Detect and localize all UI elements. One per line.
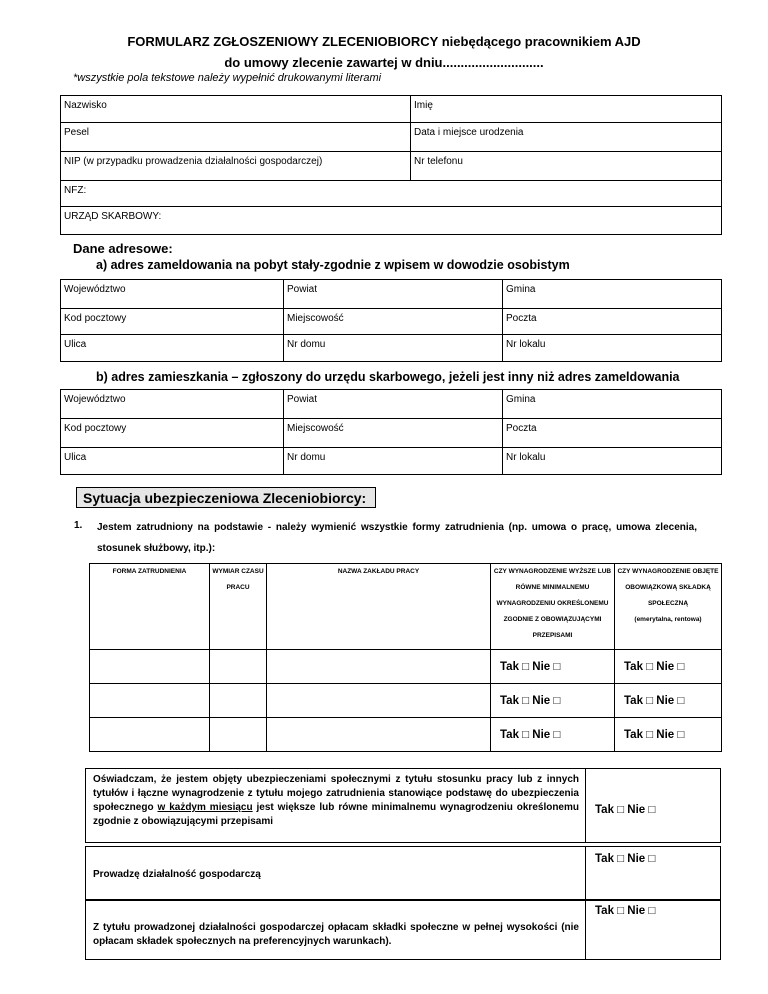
a-nr-lokalu[interactable]: Nr lokalu bbox=[503, 335, 722, 362]
b-wojewodztwo[interactable]: Województwo bbox=[61, 390, 284, 419]
insurance-heading: Sytuacja ubezpieczeniowa Zleceniobiorcy: bbox=[76, 487, 376, 508]
statement-2-text: Prowadzę działalność gospodarczą bbox=[93, 869, 261, 880]
statement-3-text: Z tytułu prowadzonej działalności gospodarczej opłacam składki społeczne w pełnej wysokości (nie opłacam składek społecznych na preferencyjnych warunkach). bbox=[93, 922, 579, 947]
statement-2-answer[interactable]: Tak □ Nie □ bbox=[595, 853, 656, 865]
statement-3-answer[interactable]: Tak □ Nie □ bbox=[595, 905, 656, 917]
row2-forma[interactable] bbox=[90, 684, 210, 718]
row2-skladka-choice[interactable]: Tak □ Nie □ bbox=[615, 684, 722, 718]
b-kod-pocztowy[interactable]: Kod pocztowy bbox=[61, 419, 284, 448]
statement-1-answer-box bbox=[585, 768, 721, 843]
address-heading: Dane adresowe: bbox=[73, 241, 173, 256]
row3-wymiar[interactable] bbox=[210, 718, 267, 752]
statement-1-part1: Oświadczam, że jestem objęty ubezpieczeniami społecznymi z tytułu stosunku pracy lub z innych tytułów i łączne wynagrodzenie z tytułu mojego zatrudnienia stanowiące podstawę do ubezpieczenia społecznego bbox=[93, 774, 579, 813]
table-row bbox=[90, 718, 722, 752]
b-miejscowosc[interactable]: Miejscowość bbox=[284, 419, 503, 448]
address-a-heading: a) adres zameldowania na pobyt stały-zgodnie z wpisem w dowodzie osobistym bbox=[96, 258, 570, 272]
statement-1-underline: w każdym miesiącu bbox=[157, 802, 253, 813]
address-a-table bbox=[60, 279, 722, 362]
statement-2-box bbox=[85, 846, 586, 900]
col-wynagrodzenie-minimalne: CZY WYNAGRODZENIE WYŻSZE LUB RÓWNE MINIMALNEMU WYNAGRODZENIU OKREŚLONEMU ZGODNIE Z OBOWIĄZUJĄCYMI PRZEPISAMI bbox=[491, 564, 615, 650]
field-nip[interactable]: NIP (w przypadku prowadzenia działalności gospodarczej) bbox=[61, 152, 411, 181]
statement-1-box bbox=[85, 768, 586, 843]
statement-3-box bbox=[85, 900, 586, 960]
field-nfz[interactable]: NFZ: bbox=[61, 181, 722, 207]
statement-2-answer-box bbox=[585, 846, 721, 900]
a-poczta[interactable]: Poczta bbox=[503, 309, 722, 335]
a-nr-domu[interactable]: Nr domu bbox=[284, 335, 503, 362]
address-b-heading: b) adres zamieszkania – zgłoszony do urzędu skarbowego, jeżeli jest inny niż adres zameldowania bbox=[96, 370, 680, 384]
field-nazwisko[interactable]: Nazwisko bbox=[61, 96, 411, 123]
form-title: FORMULARZ ZGŁOSZENIOWY ZLECENIOBIORCY niebędącego pracownikiem AJD bbox=[127, 34, 641, 49]
row1-wynagrodzenie-choice[interactable]: Tak □ Nie □ bbox=[491, 650, 615, 684]
row3-wynagrodzenie-choice[interactable]: Tak □ Nie □ bbox=[491, 718, 615, 752]
b-powiat[interactable]: Powiat bbox=[284, 390, 503, 419]
b-poczta[interactable]: Poczta bbox=[503, 419, 722, 448]
col-skladka-obowiazkowa bbox=[615, 564, 722, 650]
row3-forma[interactable] bbox=[90, 718, 210, 752]
col-skladka-sub: (emerytalna, rentowa) bbox=[634, 616, 702, 623]
a-gmina[interactable]: Gmina bbox=[503, 280, 722, 309]
a-kod-pocztowy[interactable]: Kod pocztowy bbox=[61, 309, 284, 335]
col-nazwa-zakladu: NAZWA ZAKŁADU PRACY bbox=[267, 564, 491, 650]
a-powiat[interactable]: Powiat bbox=[284, 280, 503, 309]
table-row bbox=[90, 684, 722, 718]
row1-nazwa[interactable] bbox=[267, 650, 491, 684]
statement-1-text bbox=[93, 773, 579, 829]
question-1-number: 1. bbox=[74, 520, 83, 531]
table-row bbox=[90, 650, 722, 684]
field-pesel[interactable]: Pesel bbox=[61, 123, 411, 152]
employment-table bbox=[89, 563, 722, 752]
field-telefon[interactable]: Nr telefonu bbox=[411, 152, 722, 181]
a-miejscowosc[interactable]: Miejscowość bbox=[284, 309, 503, 335]
field-imie[interactable]: Imię bbox=[411, 96, 722, 123]
b-ulica[interactable]: Ulica bbox=[61, 448, 284, 475]
b-gmina[interactable]: Gmina bbox=[503, 390, 722, 419]
row1-forma[interactable] bbox=[90, 650, 210, 684]
b-nr-lokalu[interactable]: Nr lokalu bbox=[503, 448, 722, 475]
a-wojewodztwo[interactable]: Województwo bbox=[61, 280, 284, 309]
field-data-miejsce-urodzenia[interactable]: Data i miejsce urodzenia bbox=[411, 123, 722, 152]
personal-data-table bbox=[60, 95, 722, 235]
statement-3-answer-box bbox=[585, 900, 721, 960]
field-urzad-skarbowy[interactable]: URZĄD SKARBOWY: bbox=[61, 207, 722, 235]
a-ulica[interactable]: Ulica bbox=[61, 335, 284, 362]
row2-wymiar[interactable] bbox=[210, 684, 267, 718]
b-nr-domu[interactable]: Nr domu bbox=[284, 448, 503, 475]
col-wymiar-czasu: WYMIAR CZASU PRACU bbox=[210, 564, 267, 650]
row2-wynagrodzenie-choice[interactable]: Tak □ Nie □ bbox=[491, 684, 615, 718]
row3-skladka-choice[interactable]: Tak □ Nie □ bbox=[615, 718, 722, 752]
row2-nazwa[interactable] bbox=[267, 684, 491, 718]
row3-nazwa[interactable] bbox=[267, 718, 491, 752]
form-note: *wszystkie pola tekstowe należy wypełnić drukowanymi literami bbox=[73, 72, 382, 84]
row1-skladka-choice[interactable]: Tak □ Nie □ bbox=[615, 650, 722, 684]
statement-1-answer[interactable]: Tak □ Nie □ bbox=[595, 804, 656, 816]
question-1-text: Jestem zatrudniony na podstawie - należy wymienić wszystkie formy zatrudnienia (np. umowa o pracę, umowa zlecenia, stosunek służbowy, itp.): bbox=[97, 522, 697, 554]
address-b-table bbox=[60, 389, 722, 475]
col-forma-zatrudnienia: FORMA ZATRUDNIENIA bbox=[90, 564, 210, 650]
form-subtitle: do umowy zlecenie zawartej w dniu............................ bbox=[224, 55, 544, 70]
statement-1-part2: jest większe lub równe minimalnemu wynagrodzeniu określonemu zgodnie z obowiązującymi przepisami bbox=[93, 802, 579, 827]
row1-wymiar[interactable] bbox=[210, 650, 267, 684]
col-skladka-label: CZY WYNAGRODZENIE OBJĘTE OBOWIĄZKOWĄ SKŁADKĄ SPOŁECZNĄ bbox=[617, 568, 719, 607]
